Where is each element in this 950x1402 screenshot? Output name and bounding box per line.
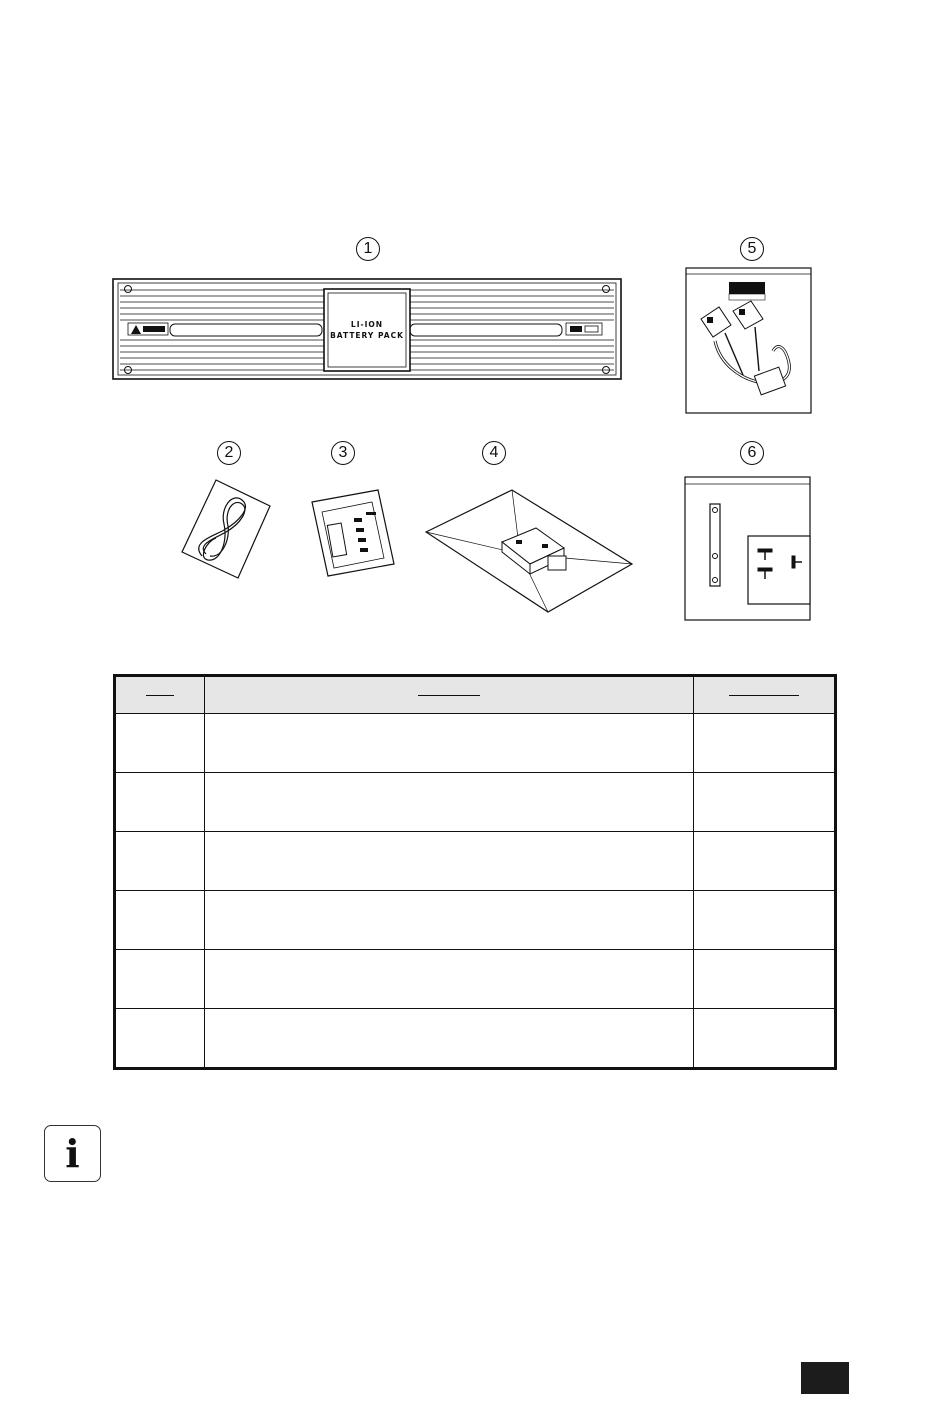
coiled-cable-illustration [180,478,272,580]
row-qty [694,891,836,950]
table-row [115,950,836,1009]
callout-1: 1 [356,237,380,261]
table-row [115,1009,836,1069]
row-item [205,1009,694,1069]
row-qty [694,1009,836,1069]
callout-4: 4 [482,441,506,465]
row-no [115,950,205,1009]
row-no [115,773,205,832]
info-glyph: i [65,1131,80,1176]
page-number-tab [801,1362,849,1394]
header-quantity [694,676,836,714]
table-header-row [115,676,836,714]
header-no [115,676,205,714]
row-item [205,773,694,832]
package-contents-table [113,674,837,1070]
table-row [115,891,836,950]
row-item [205,832,694,891]
logo-icon [128,323,168,335]
info-icon [44,1125,101,1182]
row-qty [694,773,836,832]
row-qty [694,714,836,773]
battery-pack-label [326,292,408,370]
row-no [115,1009,205,1069]
callout-2: 2 [217,441,241,465]
battery-label-line2: BATTERY PACK [330,331,404,340]
row-item [205,714,694,773]
callout-3: 3 [331,441,355,465]
row-qty [694,832,836,891]
bracket-screws-illustration [684,476,812,622]
connector-cable-illustration [685,267,813,415]
row-item [205,950,694,1009]
table-row [115,714,836,773]
battery-label-line1: LI-ION [350,320,384,329]
header-item [205,676,694,714]
table-row [115,773,836,832]
row-item [205,891,694,950]
callout-5: 5 [740,237,764,261]
accessory-bag-illustration [310,488,396,580]
callout-6: 6 [740,441,764,465]
row-qty [694,950,836,1009]
row-no [115,714,205,773]
row-no [115,891,205,950]
table-row [115,832,836,891]
row-no [115,832,205,891]
connector-envelope-illustration [424,488,634,616]
